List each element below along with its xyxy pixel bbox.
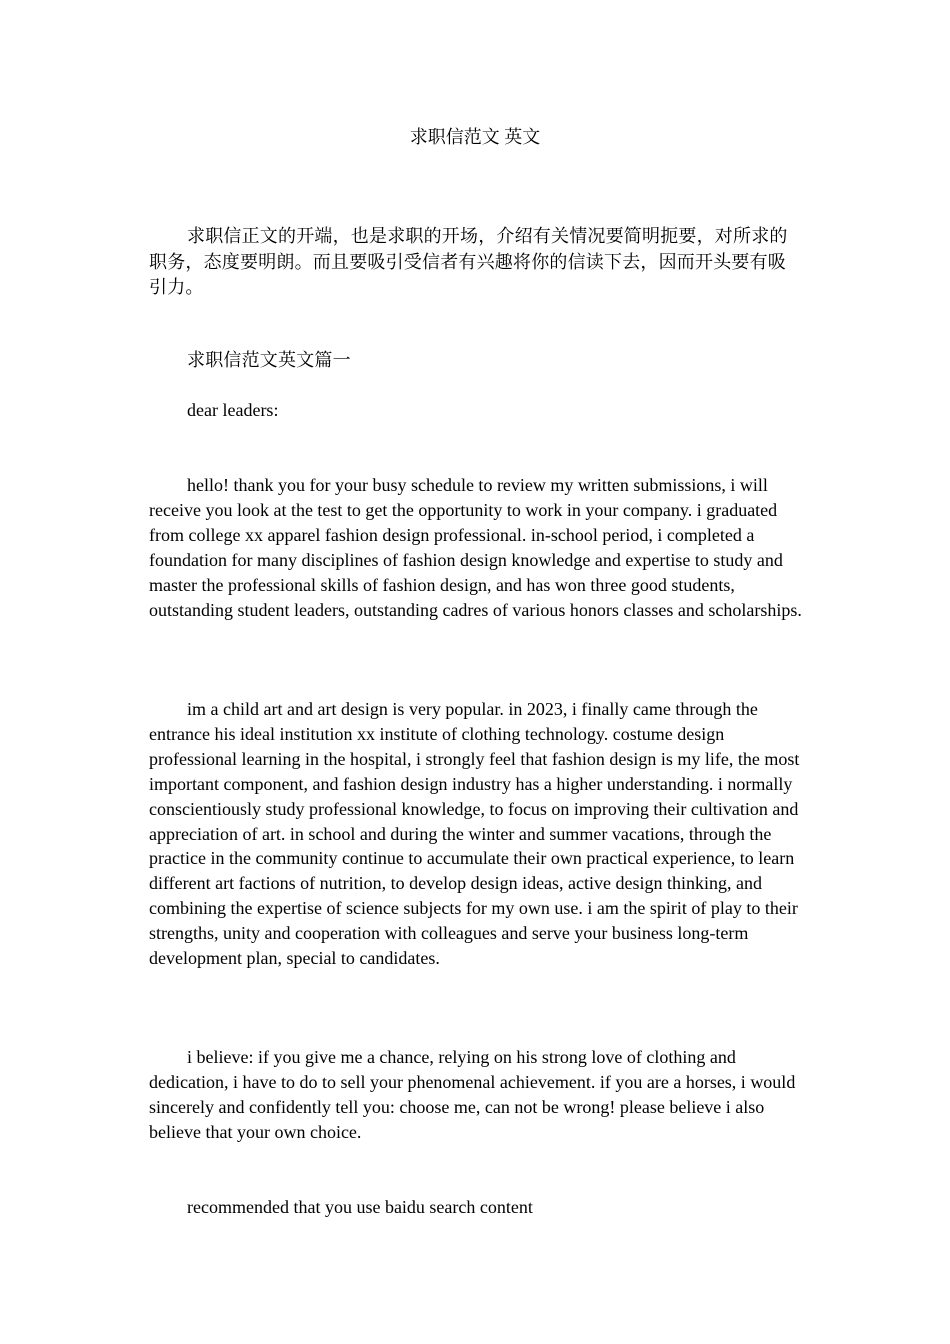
document-title: 求职信范文 英文 xyxy=(409,127,541,147)
body-paragraph-1: hello! thank you for your busy schedule to review my written submissions, i will receive you look at the test to get the opportunity to work in your company. i graduated from college xx apparel fashion design professional. in-school period, i completed a foundation for many disciplines of fashion design knowledge and expertise to study and master the professional skills of fashion design, and has won three good students, outstanding student leaders, outstanding cadres of various honors classes and scholarships. xyxy=(149,475,802,620)
body-paragraph-3: i believe: if you give me a chance, relying on his strong love of clothing and dedication, i have to do to sell your phenomenal achievement. if you are a horses, i would sincerely and confidently tell you: choose me, can not be wrong! please believe i also believe that your own choice. xyxy=(149,1047,796,1142)
salutation: dear leaders: xyxy=(187,400,279,420)
body-paragraph-2: im a child art and art design is very popular. in 2023, i finally came through the entrance his ideal institution xx institute of clothing technology. costume design professional learning in the hospital, i strongly feel that fashion design is my life, the most important component, and fashion design industry has a higher understanding. i normally conscientiously study professional knowledge, to focus on improving their cultivation and appreciation of art. in school and during the winter and summer vacations, through the practice in the community continue to accumulate their own practical experience, to learn different art factions of nutrition, to develop design ideas, active design thinking, and combining the expertise of science subjects for my own use. i am the spirit of play to their strengths, unity and cooperation with colleagues and serve your business long-term development plan, special to candidates. xyxy=(149,699,800,969)
intro-paragraph: 求职信正文的开端，也是求职的开场，介绍有关情况要简明扼要，对所求的职务，态度要明朗。而且要吸引受信者有兴趣将你的信读下去，因而开头要有吸引力。 xyxy=(149,226,788,297)
section-heading: 求职信范文英文篇一 xyxy=(187,350,351,370)
footer-note: recommended that you use baidu search content xyxy=(187,1197,533,1217)
